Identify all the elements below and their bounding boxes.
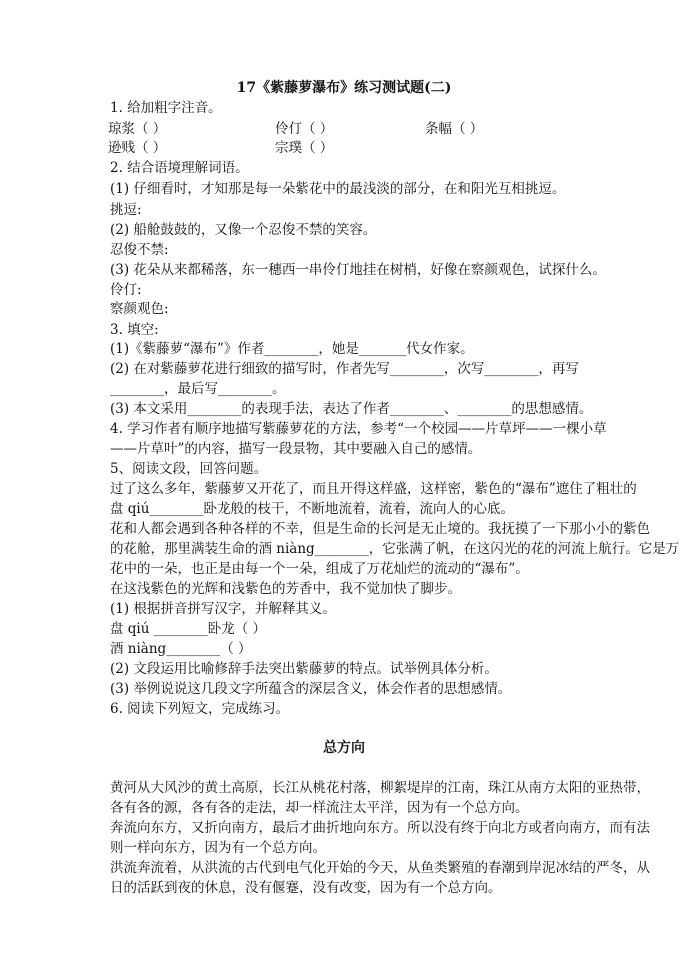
question-5-2: (2) 文段运用比喻修辞手法突出紫藤萝的特点。试举例具体分析。 xyxy=(110,661,498,677)
passage-line-5: 花中的一朵，也正是由每一个一朵，组成了万花灿烂的流动的“瀑布”。 xyxy=(110,561,529,577)
question-1-heading: 1. 给加粗字注音。 xyxy=(110,100,222,116)
pinyin-item-5: 宗璞（ ） xyxy=(275,140,334,156)
pinyin-item-1: 琼浆（ ） xyxy=(108,121,167,137)
question-5-heading: 5、阅读文段，回答问题。 xyxy=(110,461,268,477)
pinyin-item-3: 条幅（ ） xyxy=(425,121,484,137)
question-5-1: (1) 根据拼音拼写汉字，并解释其义。 xyxy=(110,601,336,617)
passage-line-2: 盘 qiú________卧龙般的枝干，不断地流着，流着，流向人的心底。 xyxy=(110,501,514,517)
passage2-line-4: 则一样向东方，因为有一个总方向。 xyxy=(110,840,326,856)
passage2-line-5: 洪流奔流着，从洪流的古代到电气化开始的今天，从鱼类繁殖的春潮到岸泥冰结的严冬，从 xyxy=(110,860,650,876)
question-4-cont: ——片草叶”的内容，描写一段景物，其中要融入自己的感情。 xyxy=(110,441,482,457)
question-3-3: (3) 本文采用________的表现手法，表达了作者________、________的思想感情。 xyxy=(110,401,593,417)
passage-line-3: 花和人都会遇到各种各样的不幸，但是生命的长河是无止境的。我抚摸了一下那小小的紫色 xyxy=(110,521,650,537)
answer-label-chayanguanse: 察颜观色: xyxy=(110,301,169,317)
question-3-2: (2) 在对紫藤萝花进行细致的描写时，作者先写________，次写________，再写 xyxy=(110,361,579,377)
question-2-heading: 2. 结合语境理解词语。 xyxy=(110,160,249,176)
pinyin-item-4: 逊贱（ ） xyxy=(108,140,167,156)
passage-line-6: 在这浅紫色的光辉和浅紫色的芳香中，我不觉加快了脚步。 xyxy=(110,581,461,597)
passage-line-1: 过了这么多年，紫藤萝又开花了，而且开得这样盛，这样密，紫色的“瀑布”遮住了粗壮的 xyxy=(110,481,637,497)
question-3-heading: 3. 填空: xyxy=(110,322,159,338)
answer-label-lingding: 伶仃: xyxy=(110,282,142,298)
passage2-line-3: 奔流向东方，又折向南方，最后才曲折地向东方。所以没有终于向北方或者向南方，而有法 xyxy=(110,820,650,836)
question-3-2-cont: ________，最后写________。 xyxy=(110,381,286,397)
answer-label-tiaodou: 挑逗: xyxy=(110,202,142,218)
passage-title: 总方向 xyxy=(323,740,365,756)
question-5-3: (3) 举例说说这几段文字所蕴含的深层含义，体会作者的思想感情。 xyxy=(110,681,512,697)
question-3-1: (1)《紫藤萝“瀑布”》作者________，她是_______代女作家。 xyxy=(110,341,474,357)
question-5-1-b: 酒 niàng________（ ） xyxy=(110,641,252,657)
question-2-3: (3) 花朵从来都稀落，东一穗西一串伶仃地挂在树梢，好像在察颜观色，试探什么。 xyxy=(110,262,606,278)
question-4: 4. 学习作者有顺序地描写紫藤萝花的方法，参考“一个校园——片草坪——一棵小草 xyxy=(110,421,607,437)
question-2-1: (1) 仔细看时，才知那是每一朵紫花中的最浅淡的部分，在和阳光互相挑逗。 xyxy=(110,181,566,197)
question-5-1-a: 盘 qiú ________卧龙（ ） xyxy=(110,621,267,637)
pinyin-item-2: 伶仃（ ） xyxy=(275,121,334,137)
question-2-2: (2) 船舱鼓鼓的，又像一个忍俊不禁的笑容。 xyxy=(110,222,377,238)
question-6-heading: 6. 阅读下列短文，完成练习。 xyxy=(110,701,290,717)
passage-line-4: 的花舱，那里满装生命的酒 niàng________，它张满了帆，在这闪光的花的河流上航行。它是万 xyxy=(110,541,680,557)
passage2-line-6: 日的活跃到夜的休息，没有偃蹇，没有改变，因为有一个总方向。 xyxy=(110,880,502,896)
worksheet-title: 17《紫藤萝瀑布》练习测试题(二) xyxy=(236,80,452,96)
answer-label-renjunbujin: 忍俊不禁: xyxy=(110,242,169,258)
passage2-line-1: 黄河从大风沙的黄土高原，长江从桃花村落，柳絮堤岸的江南，珠江从南方太阳的亚热带， xyxy=(110,780,650,796)
passage2-line-2: 各有各的源，各有各的走法，却一样流注太平洋，因为有一个总方向。 xyxy=(110,800,529,816)
